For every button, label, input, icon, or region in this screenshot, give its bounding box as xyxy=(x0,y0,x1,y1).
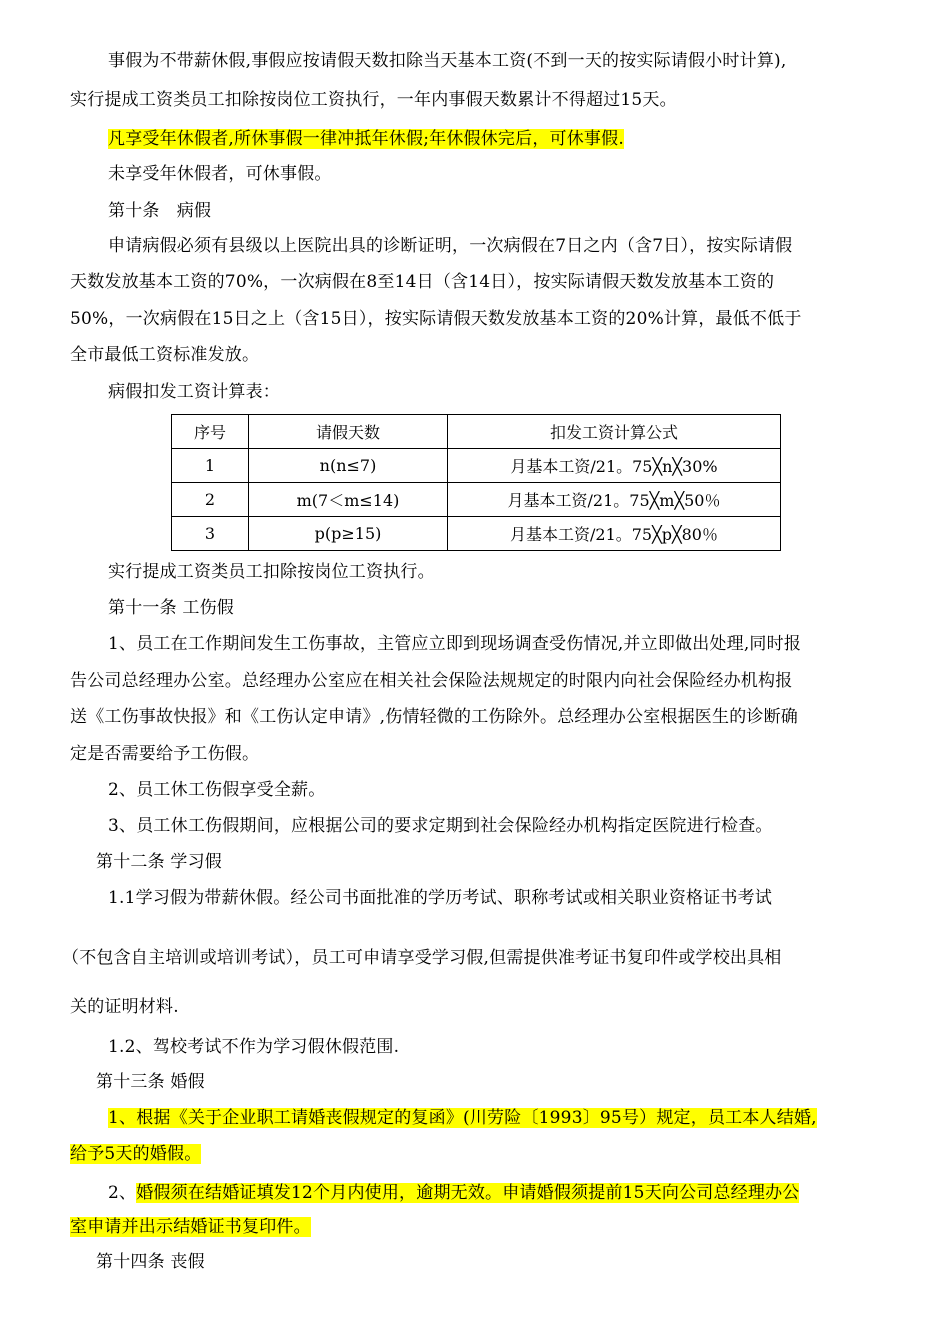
paragraph-line: 关的证明材料. xyxy=(70,997,179,1017)
paragraph-line: 送《工伤事故快报》和《工伤认定申请》,伤情轻微的工伤除外。总经理办公室根据医生的诊断确 xyxy=(70,707,799,727)
article-heading: 第十四条 丧假 xyxy=(96,1252,205,1272)
paragraph-line xyxy=(70,1215,311,1239)
paragraph-line: 50%，一次病假在15日之上（含15日），按实际请假天数发放基本工资的20%计算，最低不低于 xyxy=(70,309,802,329)
table-cell: 月基本工资/21。75╳m╳50％ xyxy=(448,483,781,517)
paragraph-line: 2、员工休工伤假享受全薪。 xyxy=(108,780,326,800)
table-cell: 1 xyxy=(172,449,249,483)
table-header-cell: 扣发工资计算公式 xyxy=(448,415,781,449)
table-cell: 月基本工资/21。75╳n╳30% xyxy=(448,449,781,483)
highlighted-text: 给予5天的婚假。 xyxy=(70,1144,202,1164)
paragraph-line: 1、员工在工作期间发生工伤事故，主管应立即到现场调查受伤情况,并立即做出处理,同时报 xyxy=(108,634,802,654)
paragraph-line: 实行提成工资类员工扣除按岗位工资执行，一年内事假天数累计不得超过15天。 xyxy=(70,90,677,110)
paragraph-line: 定是否需要给予工伤假。 xyxy=(70,744,260,764)
table-cell: p(p≥15) xyxy=(249,517,448,551)
table-cell: 3 xyxy=(172,517,249,551)
table-row xyxy=(172,517,781,551)
table-cell: 月基本工资/21。75╳p╳80％ xyxy=(448,517,781,551)
table-header-cell: 序号 xyxy=(172,415,249,449)
paragraph-line: 未享受年休假者，可休事假。 xyxy=(108,164,332,184)
table-caption: 病假扣发工资计算表： xyxy=(108,382,280,402)
paragraph-line: 全市最低工资标准发放。 xyxy=(70,345,260,365)
table-cell: m(7＜m≤14) xyxy=(249,483,448,517)
paragraph-line xyxy=(70,1142,201,1166)
paragraph-line: （不包含自主培训或培训考试），员工可申请享受学习假,但需提供准考证书复印件或学校出具相 xyxy=(62,948,782,968)
highlighted-text: 室申请并出示结婚证书复印件。 xyxy=(70,1217,311,1237)
table-header-cell: 请假天数 xyxy=(249,415,448,449)
list-number: 2、 xyxy=(108,1183,137,1203)
article-heading: 第十三条 婚假 xyxy=(96,1072,205,1092)
paragraph-line: 天数发放基本工资的70%，一次病假在8至14日（含14日），按实际请假天数发放基本工资的 xyxy=(70,272,775,292)
table-cell: n(n≤7) xyxy=(249,449,448,483)
paragraph-line: 1.2、驾校考试不作为学习假休假范围. xyxy=(108,1037,400,1057)
article-heading: 第十二条 学习假 xyxy=(96,852,223,872)
paragraph-line xyxy=(108,127,624,151)
highlighted-text: 1、根据《关于企业职工请婚丧假规定的复函》(川劳险〔1993〕95号）规定，员工本人结婚, xyxy=(108,1108,817,1128)
paragraph-line: 事假为不带薪休假,事假应按请假天数扣除当天基本工资(不到一天的按实际请假小时计算), xyxy=(108,51,787,71)
sick-leave-deduction-table xyxy=(171,414,781,551)
table-row xyxy=(172,449,781,483)
paragraph-line xyxy=(108,1106,817,1130)
paragraph-line: 1.1学习假为带薪休假。经公司书面批准的学历考试、职称考试或相关职业资格证书考试 xyxy=(108,888,773,908)
paragraph-line: 告公司总经理办公室。总经理办公室应在相关社会保险法规规定的时限内向社会保险经办机构报 xyxy=(70,671,793,691)
paragraph-line: 实行提成工资类员工扣除按岗位工资执行。 xyxy=(108,562,435,582)
paragraph-line: 3、员工休工伤假期间，应根据公司的要求定期到社会保险经办机构指定医院进行检查。 xyxy=(108,816,773,836)
paragraph-line: 申请病假必须有县级以上医院出具的诊断证明，一次病假在7日之内（含7日），按实际请假 xyxy=(108,236,793,256)
paragraph-line xyxy=(108,1181,799,1205)
table-header-row xyxy=(172,415,781,449)
table-row xyxy=(172,483,781,517)
highlighted-text: 凡享受年休假者,所休事假一律冲抵年休假;年休假休完后，可休事假. xyxy=(108,129,624,149)
article-heading: 第十条 病假 xyxy=(108,201,212,221)
article-heading: 第十一条 工伤假 xyxy=(108,598,235,618)
highlighted-text: 婚假须在结婚证填发12个月内使用，逾期无效。申请婚假须提前15天向公司总经理办公 xyxy=(136,1183,800,1203)
table-cell: 2 xyxy=(172,483,249,517)
